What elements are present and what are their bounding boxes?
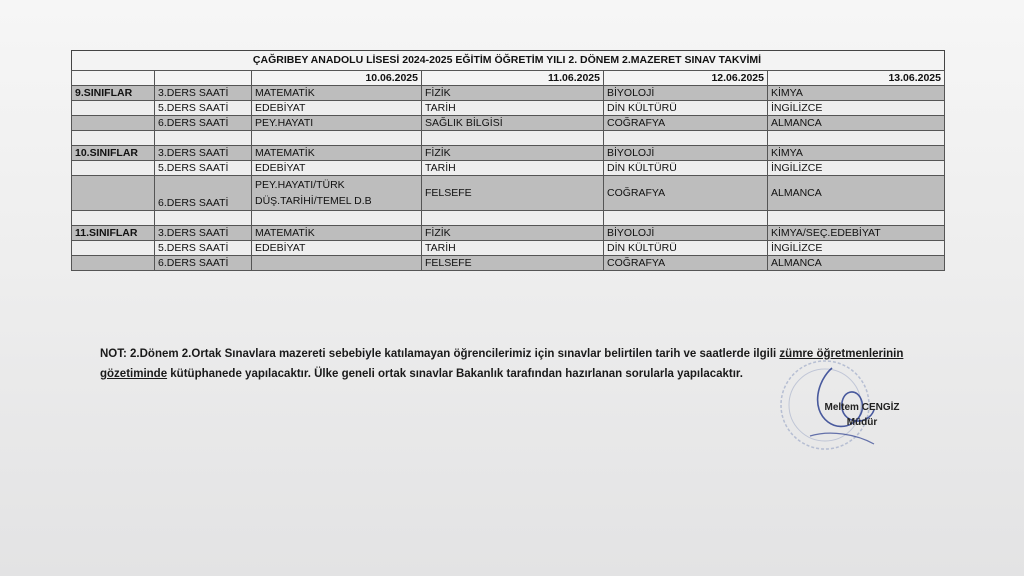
signature-block — [812, 400, 912, 430]
subject-cell: EDEBİYAT — [252, 241, 422, 256]
subject-cell: BİYOLOJİ — [604, 86, 768, 101]
table-row — [72, 86, 945, 101]
grade-label-empty — [72, 241, 155, 256]
grade-label-empty — [72, 161, 155, 176]
subject-cell: KİMYA — [768, 146, 945, 161]
subject-cell: COĞRAFYA — [604, 256, 768, 271]
spacer-row — [72, 131, 945, 146]
date-header: 12.06.2025 — [604, 71, 768, 86]
note-text: NOT: 2.Dönem 2.Ortak Sınavlara mazereti sebebiyle katılamayan öğrencilerimiz için sınavlar belirtilen tarih ve saatlerde ilgili — [100, 348, 780, 360]
period-cell: 3.DERS SAATİ — [155, 146, 252, 161]
period-cell: 6.DERS SAATİ — [155, 116, 252, 131]
table-row — [72, 176, 945, 211]
date-header: 11.06.2025 — [422, 71, 604, 86]
subject-cell: FELSEFE — [422, 176, 604, 211]
subject-cell: İNGİLİZCE — [768, 161, 945, 176]
period-cell: 5.DERS SAATİ — [155, 101, 252, 116]
subject-cell: FELSEFE — [422, 256, 604, 271]
subject-cell: ALMANCA — [768, 116, 945, 131]
grade-label: 11.SINIFLAR — [72, 226, 155, 241]
subject-cell — [252, 256, 422, 271]
note-underlined-text: zümre öğretmenlerinin gözetiminde — [100, 348, 904, 380]
table-row — [72, 146, 945, 161]
subject-cell: COĞRAFYA — [604, 116, 768, 131]
grade-label-empty — [72, 101, 155, 116]
subject-cell: ALMANCA — [768, 256, 945, 271]
date-header: 10.06.2025 — [252, 71, 422, 86]
period-cell: 3.DERS SAATİ — [155, 226, 252, 241]
grade-label-empty — [72, 256, 155, 271]
subject-cell: BİYOLOJİ — [604, 226, 768, 241]
signer-role: Müdür — [846, 417, 878, 428]
table-row — [72, 116, 945, 131]
subject-cell: EDEBİYAT — [252, 161, 422, 176]
period-cell: 3.DERS SAATİ — [155, 86, 252, 101]
subject-cell: FİZİK — [422, 226, 604, 241]
subject-cell: DİN KÜLTÜRÜ — [604, 161, 768, 176]
table-row — [72, 241, 945, 256]
subject-cell: TARİH — [422, 161, 604, 176]
signer-name: Meltem CENGİZ — [824, 402, 900, 413]
period-cell: 5.DERS SAATİ — [155, 161, 252, 176]
header-empty-cell — [72, 71, 155, 86]
table-row — [72, 256, 945, 271]
subject-cell: COĞRAFYA — [604, 176, 768, 211]
subject-cell: DİN KÜLTÜRÜ — [604, 101, 768, 116]
subject-cell: KİMYA/SEÇ.EDEBİYAT — [768, 226, 945, 241]
subject-cell: MATEMATİK — [252, 226, 422, 241]
subject-cell: ALMANCA — [768, 176, 945, 211]
date-header: 13.06.2025 — [768, 71, 945, 86]
subject-cell: FİZİK — [422, 86, 604, 101]
subject-cell: EDEBİYAT — [252, 101, 422, 116]
subject-cell: MATEMATİK — [252, 86, 422, 101]
grade-label: 9.SINIFLAR — [72, 86, 155, 101]
note-text-end: kütüphanede yapılacaktır. Ülke geneli ortak sınavlar Bakanlık tarafından hazırlanan sorularla yapılacaktır. — [167, 368, 743, 380]
subject-cell: TARİH — [422, 241, 604, 256]
document-title: ÇAĞRIBEY ANADOLU LİSESİ 2024-2025 EĞİTİM ÖĞRETİM YILI 2. DÖNEM 2.MAZERET SINAV TAKVİMİ — [252, 54, 762, 66]
subject-cell: BİYOLOJİ — [604, 146, 768, 161]
period-cell: 6.DERS SAATİ — [155, 256, 252, 271]
date-header-row — [72, 71, 945, 86]
subject-cell: İNGİLİZCE — [768, 101, 945, 116]
grade-label-empty — [72, 176, 155, 211]
subject-cell: TARİH — [422, 101, 604, 116]
subject-cell: PEY.HAYATI — [252, 116, 422, 131]
exam-schedule-table — [71, 70, 945, 271]
grade-label: 10.SINIFLAR — [72, 146, 155, 161]
table-row — [72, 161, 945, 176]
subject-cell: PEY.HAYATI/TÜRK DÜŞ.TARİHİ/TEMEL D.B — [252, 176, 422, 211]
period-cell: 6.DERS SAATİ — [155, 176, 252, 211]
subject-cell: İNGİLİZCE — [768, 241, 945, 256]
spacer-row — [72, 211, 945, 226]
subject-cell: DİN KÜLTÜRÜ — [604, 241, 768, 256]
table-row — [72, 101, 945, 116]
header-empty-cell — [155, 71, 252, 86]
table-row — [72, 226, 945, 241]
grade-label-empty — [72, 116, 155, 131]
subject-cell: MATEMATİK — [252, 146, 422, 161]
subject-cell: KİMYA — [768, 86, 945, 101]
period-cell: 5.DERS SAATİ — [155, 241, 252, 256]
subject-cell: SAĞLIK BİLGİSİ — [422, 116, 604, 131]
subject-cell: FİZİK — [422, 146, 604, 161]
